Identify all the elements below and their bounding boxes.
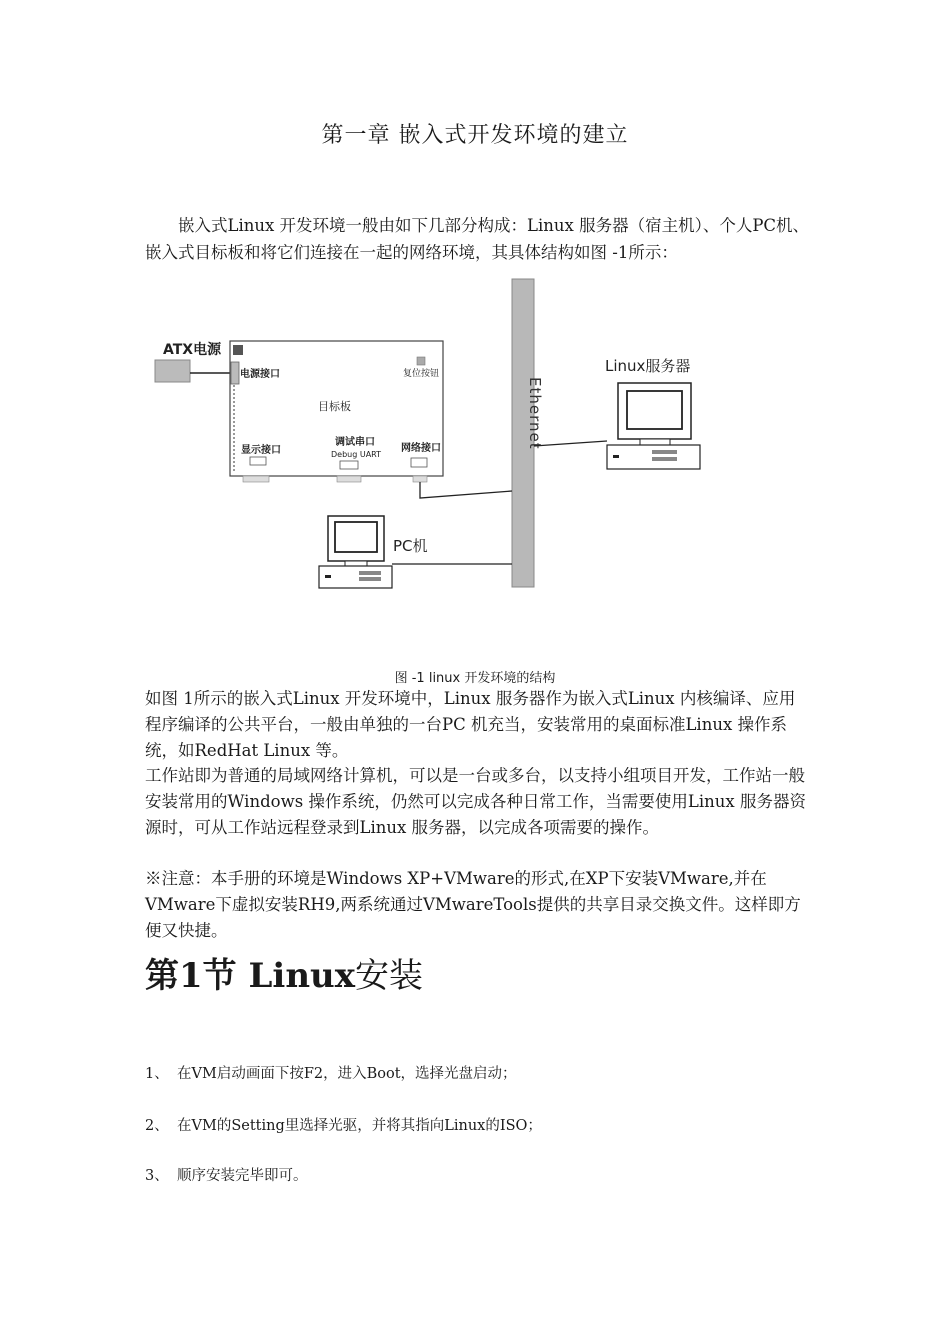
linux-server-label: Linux服务器 xyxy=(605,357,691,375)
list-item xyxy=(145,1114,542,1135)
step-number: 2、 xyxy=(145,1118,169,1134)
ethernet-label: Ethernet xyxy=(526,377,544,450)
paragraph-linux-server: 如图 1所示的嵌入式Linux 开发环境中，Linux 服务器作为嵌入式Linux 内核编译、应用程序编译的公共平台，一般由单独的一台PC 机充当，安装常用的桌面标准Linux 操作系统，如RedHat Linux 等。 xyxy=(145,689,796,760)
figure-caption: 图 -1 linux 开发环境的结构 xyxy=(394,671,556,686)
network-structure-figure xyxy=(145,275,745,605)
reset-button-label: 复位按钮 xyxy=(403,369,440,379)
target-board-label: 目标板 xyxy=(318,400,351,413)
step-text: 顺序安装完毕即可。 xyxy=(177,1168,308,1184)
step-text: 在VM的Setting里选择光驱，并将其指向Linux的ISO； xyxy=(177,1118,542,1134)
paragraph-workstation: 工作站即为普通的局域网络计算机，可以是一台或多台，以支持小组项目开发，工作站一般安装常用的Windows 操作系统，仍然可以完成各种日常工作，当需要使用Linux 服务器资源时，可从工作站远程登录到Linux 服务器，以完成各项需要的操作。 xyxy=(145,766,806,837)
step-number: 3、 xyxy=(145,1168,169,1184)
section-title xyxy=(145,948,423,997)
display-port-label: 显示接口 xyxy=(241,445,281,456)
list-item xyxy=(145,1062,517,1083)
power-port-label: 电源接口 xyxy=(240,369,280,380)
atx-label: ATX电源 xyxy=(163,342,222,358)
paragraph-note: ※注意：本手册的环境是Windows XP+VMware的形式,在XP下安装VMware,并在VMware下虚拟安装RH9,两系统通过VMwareTools提供的共享目录交换文件。这样即方便又快捷。 xyxy=(145,869,801,940)
intro-paragraph: 嵌入式Linux 开发环境一般由如下几部分构成：Linux 服务器（宿主机）、个人PC机、嵌入式目标板和将它们连接在一起的网络环境，其具体结构如图 -1所示： xyxy=(145,216,810,262)
section-title-bold: 第1节 Linux xyxy=(145,956,356,996)
step-text: 在VM启动画面下按F2，进入Boot，选择光盘启动； xyxy=(177,1066,517,1082)
debug-serial-label: 调试串口 xyxy=(335,437,375,448)
chapter-title: 第一章 嵌入式开发环境的建立 xyxy=(321,123,629,148)
section-title-light: 安装 xyxy=(355,956,424,996)
pc-label: PC机 xyxy=(393,537,428,555)
debug-uart-label: Debug UART xyxy=(331,450,382,459)
atx-power-icon xyxy=(155,360,190,382)
linux-server-computer-icon xyxy=(607,383,700,469)
step-number: 1、 xyxy=(145,1066,169,1082)
list-item xyxy=(145,1164,308,1185)
network-port-label: 网络接口 xyxy=(401,443,441,454)
pc-computer-icon xyxy=(319,516,392,588)
